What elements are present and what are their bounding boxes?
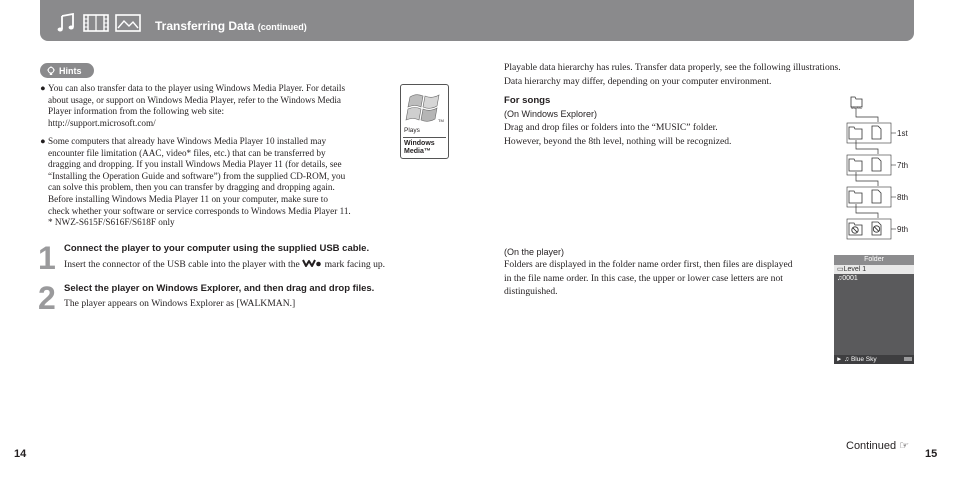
folder-icon: ▭ [837,266,844,273]
support-link[interactable]: http://support.microsoft.com/ [48,117,156,128]
step-2-text: The player appears on Windows Explorer as [WALKMAN.] [64,298,296,309]
battery-icon [904,357,912,361]
player-now-playing: ► ♫ Blue Sky [834,355,914,364]
step-1-number: 1 [38,240,56,276]
level-label-7th: 7th [897,161,909,170]
continued-link[interactable]: Continued ☞ [846,440,910,452]
hints-badge [40,63,94,78]
player-text: Folders are displayed in the folder name order first, then files are displayed in the file name order. In this case, the upper or lower case letters are not distinguished. [504,259,793,297]
level-9th-icons [847,219,891,239]
step-1-title: Connect the player to your computer using the supplied USB cable. [64,243,370,254]
logo-plays: Plays [404,127,420,134]
music-note-icon: ♫ [837,275,843,282]
logo-divider [403,137,446,138]
page-title: Transferring Data (continued) [155,19,307,33]
level-8th-icons [847,187,891,207]
hint-item-2: ● Some computers that already have Windows Media Player 10 installed may encounter file limitation (AAC, video* files, etc.) that can be transferred by dragging and dropping. If you install Windows Media Player 11 (for details, see “Installing the Operation Guide and software”) from the supplied CD-ROM, you can solve this problem, then you can transfer by dragging and dropping again. Before installing Windows Media Player 11 on your computer, make sure to check whether your software or service corresponds to Windows Media Player 11. * NWZ-S615F/S616F/S618F only [40,136,351,228]
step-1-text: Insert the connector of the USB cable into the player with the mark facing up. [64,259,386,270]
player-subheading: (On the player) [504,247,565,257]
bullet-dot: ● [40,136,46,146]
level-7th-icons [847,155,891,175]
player-screen [834,255,914,364]
page-number-left: 14 [14,448,27,460]
photo-icon [115,13,141,33]
lightbulb-icon [46,66,56,76]
player-folder-row: ▭Level 1 [834,265,914,274]
level-label-8th: 8th [897,193,909,202]
explorer-text: Drag and drop files or folders into the “MUSIC” folder. However, beyond the 8th level, nothing will be recognized. [504,122,732,147]
player-file-row: ♫0001 [837,275,858,282]
trademark-mark: TM [438,118,444,123]
logo-brand-line2: Media™ [404,148,431,155]
header-bar [40,0,914,41]
hierarchy-intro: Playable data hierarchy has rules. Transfer data properly, see the following illustrations. Data hierarchy may differ, depending on your computer environment. [504,62,841,87]
hint-item-1: ● You can also transfer data to the player using Windows Media Player. For details about usage, or support on Windows Media Player, refer to the Windows Media Player information from the following web site: http://support.microsoft.com/ [40,83,346,128]
level-1st-icons [847,123,891,143]
page-number-right: 15 [925,448,938,460]
explorer-subheading: (On Windows Explorer) [504,109,598,119]
pointing-hand-icon: ☞ [899,440,910,452]
player-screen-title: Folder [834,255,914,265]
windows-media-logo [400,84,449,159]
music-note-icon: ♫ [844,356,850,363]
level-label-9th: 9th [897,225,909,234]
music-note-icon [57,13,77,33]
step-2-number: 2 [38,280,56,316]
logo-brand-line1: Windows [404,140,435,147]
tree-root-label: MUSIC [851,106,863,110]
walkman-logo-icon [302,258,322,268]
play-icon: ► [836,356,843,363]
header-icons [57,13,141,33]
video-film-icon [83,13,109,33]
step-2-title: Select the player on Windows Explorer, and then drag and drop files. [64,283,375,294]
hints-label: Hints [59,65,82,76]
songs-heading: For songs [504,95,551,106]
folder-tree-diagram [846,93,896,243]
level-label-1st: 1st [897,129,908,138]
bullet-dot: ● [40,83,46,93]
